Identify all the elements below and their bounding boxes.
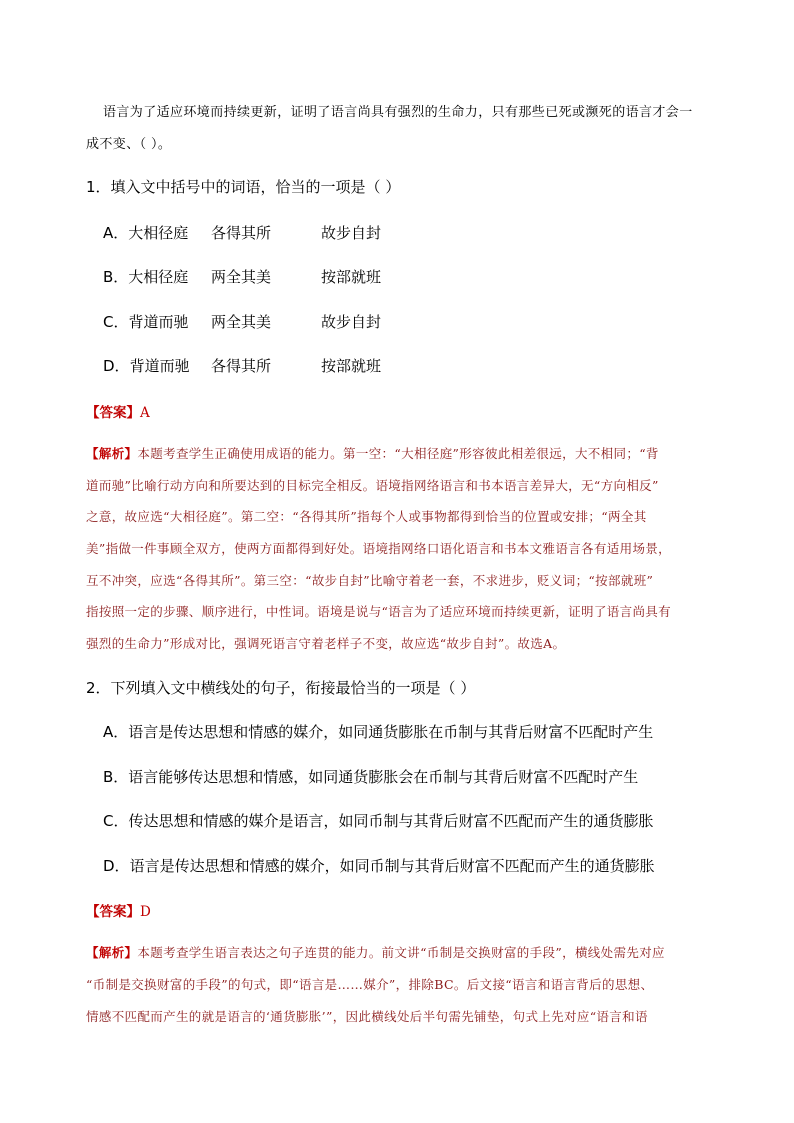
option-word-2: 两全其美 xyxy=(211,268,272,286)
question-2-option-b[interactable] xyxy=(103,766,638,787)
question-2-option-d[interactable] xyxy=(103,855,655,876)
question-1-analysis-line: 【解析】本题考查学生正确使用成语的能力。第一空：“大相径庭”形容彼此相差很远，大不相同；“背 xyxy=(86,446,659,461)
option-label: C． xyxy=(103,313,129,331)
option-word-3: 故步自封 xyxy=(321,313,382,331)
passage-line-2: 成不变、（ ）。 xyxy=(86,137,172,152)
option-word-2: 各得其所 xyxy=(211,224,272,242)
question-1-analysis-line: 指按照一定的步骤、顺序进行，中性词。语境是说与“语言为了适应环境而持续更新，证明了语言尚具有 xyxy=(86,604,671,619)
question-1-option-a[interactable] xyxy=(103,222,381,243)
question-2-analysis-line: 【解析】本题考查学生语言表达之句子连贯的能力。前文讲“币制是交换财富的手段”，横线处需先对应 xyxy=(86,945,665,960)
passage-line-1: 语言为了适应环境而持续更新，证明了语言尚具有强烈的生命力，只有那些已死或濒死的语言才会一 xyxy=(103,105,693,120)
option-label: D． xyxy=(103,357,130,375)
option-label: B． xyxy=(103,768,129,786)
question-2-answer xyxy=(86,900,151,920)
question-1-option-d[interactable] xyxy=(103,355,381,376)
option-word-3: 按部就班 xyxy=(321,268,382,286)
answer-value: D xyxy=(140,904,151,920)
question-1-analysis-line: 强烈的生命力”形成对比，强调死语言守着老样子不变，故应选“故步自封”。故选A。 xyxy=(86,636,566,651)
option-word-1: 背道而驰 xyxy=(128,313,189,331)
question-2-stem: 2．下列填入文中横线处的句子，衔接最恰当的一项是（ ） xyxy=(86,679,476,697)
option-text: 语言是传达思想和情感的媒介，如同币制与其背后财富不匹配而产生的通货膨胀 xyxy=(129,857,655,875)
question-1-answer xyxy=(86,401,150,421)
analysis-tag: 【解析】 xyxy=(86,446,138,461)
question-1-option-c[interactable] xyxy=(103,311,381,332)
answer-tag: 【答案】 xyxy=(86,904,140,920)
question-2-analysis-line: 情感不匹配而产生的就是语言的‘通货膨胀’”，因此横线处后半句需先铺垫，句式上先对应“语言和语 xyxy=(86,1009,648,1024)
option-word-2: 两全其美 xyxy=(211,313,272,331)
option-text: 语言能够传达思想和情感，如同通货膨胀会在币制与其背后财富不匹配时产生 xyxy=(128,768,639,786)
question-1-analysis-line: 之意，故应选“大相径庭”。第二空：“各得其所”指每个人或事物都得到恰当的位置或安排；“两全其 xyxy=(86,509,647,524)
question-2-analysis-line: “币制是交换财富的手段”的句式，即“语言是……媒介”，排除BC。后文接“语言和语言背后的思想、 xyxy=(86,977,654,992)
answer-value: A xyxy=(140,405,150,421)
option-label: D． xyxy=(103,857,130,875)
question-1-analysis-line: 道而驰”比喻行动方向和所要达到的目标完全相反。语境指网络语言和书本语言差异大，无“方向相反” xyxy=(86,478,659,493)
question-1-analysis-line: 互不冲突，应选“各得其所”。第三空：“故步自封”比喻守着老一套，不求进步，贬义词；“按部就班” xyxy=(86,573,654,588)
question-2-option-c[interactable] xyxy=(103,810,654,831)
option-label: B． xyxy=(103,268,129,286)
option-word-1: 大相径庭 xyxy=(128,224,189,242)
question-1-option-b[interactable] xyxy=(103,266,381,287)
option-label: A． xyxy=(103,224,129,242)
option-word-3: 故步自封 xyxy=(321,224,382,242)
option-label: A． xyxy=(103,723,129,741)
option-word-3: 按部就班 xyxy=(321,357,382,375)
question-1-analysis-line: 美”指做一件事顾全双方，使两方面都得到好处。语境指网络口语化语言和书本文雅语言各有适用场景， xyxy=(86,541,671,556)
question-2-option-a[interactable] xyxy=(103,721,653,742)
option-word-1: 大相径庭 xyxy=(128,268,189,286)
option-text: 传达思想和情感的媒介是语言，如同币制与其背后财富不匹配而产生的通货膨胀 xyxy=(128,812,654,830)
answer-tag: 【答案】 xyxy=(86,405,140,421)
option-text: 语言是传达思想和情感的媒介，如同通货膨胀在币制与其背后财富不匹配时产生 xyxy=(128,723,654,741)
option-word-2: 各得其所 xyxy=(211,357,272,375)
question-1-stem: 1．填入文中括号中的词语，恰当的一项是（ ） xyxy=(86,178,401,196)
analysis-tag: 【解析】 xyxy=(86,945,138,960)
option-word-1: 背道而驰 xyxy=(129,357,190,375)
option-label: C． xyxy=(103,812,129,830)
